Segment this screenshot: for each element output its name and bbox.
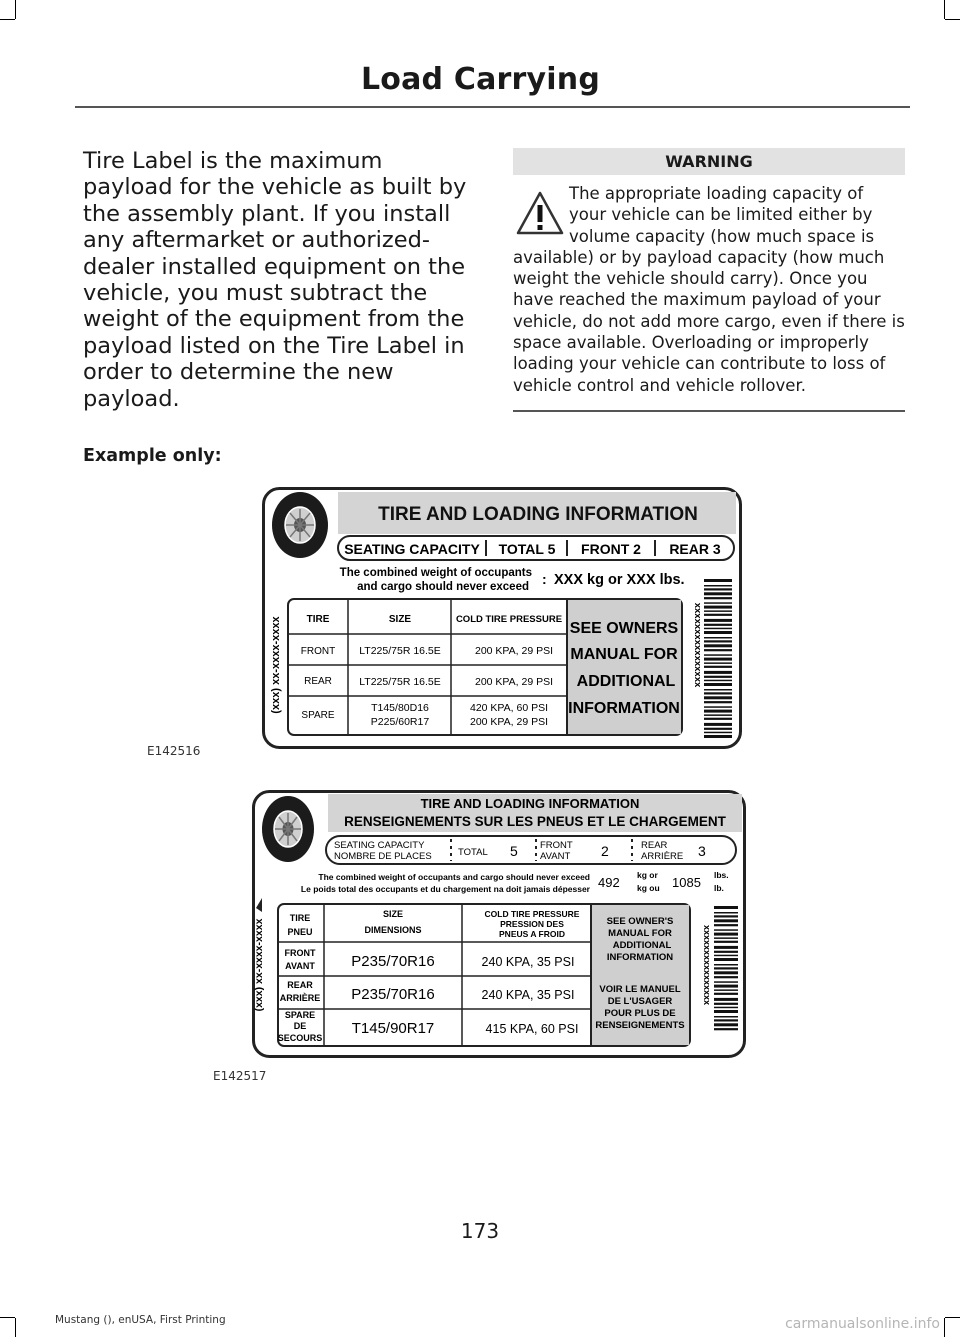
barcode-bar bbox=[714, 946, 738, 949]
label-title-fr: RENSEIGNEMENTS SUR LES PNEUS ET LE CHARGEMENT bbox=[344, 814, 726, 829]
barcode-bar bbox=[704, 696, 732, 699]
label-title-en: TIRE AND LOADING INFORMATION bbox=[420, 796, 640, 811]
crop-mark bbox=[0, 19, 15, 20]
seat-label-fr: NOMBRE DE PLACES bbox=[334, 851, 432, 862]
barcode-bar bbox=[714, 951, 738, 953]
row-rear-tire: REAR bbox=[304, 676, 332, 687]
barcode-bar bbox=[714, 937, 738, 939]
barcode-bar bbox=[714, 976, 738, 978]
barcode-bar bbox=[714, 998, 738, 1001]
barcode-bar bbox=[704, 728, 732, 730]
barcode-bar bbox=[714, 915, 738, 917]
example-label: Example only: bbox=[83, 446, 222, 466]
barcode-bar bbox=[704, 732, 732, 734]
header-size: SIZE bbox=[388, 614, 412, 625]
rear-label-fr: ARRIÈRE bbox=[641, 851, 684, 862]
barcode-bar bbox=[704, 637, 732, 639]
row-front-size: LT225/75R 16.5E bbox=[359, 645, 441, 657]
barcode-bar bbox=[714, 1007, 738, 1009]
barcode-bar bbox=[714, 933, 738, 936]
label-title: TIRE AND LOADING INFORMATION bbox=[378, 504, 698, 525]
barcode-bar bbox=[704, 658, 732, 661]
front-value: 2 bbox=[601, 843, 609, 859]
warning-box bbox=[513, 148, 905, 412]
row-front-pressure: 200 KPA, 29 PSI bbox=[474, 645, 554, 657]
barcode-bar bbox=[714, 1016, 738, 1018]
header-pressure: COLD TIRE PRESSURE bbox=[455, 614, 563, 625]
kg-label-fr: kg ou bbox=[637, 883, 660, 893]
barcode-bar bbox=[714, 929, 738, 931]
side-code-left: (xxx) xx-xxxx-xxxx bbox=[253, 918, 265, 1012]
crop-mark bbox=[0, 1317, 15, 1318]
row-spare-tire: SPARE bbox=[301, 710, 335, 721]
figure-id: E142517 bbox=[213, 1069, 267, 1083]
barcode-bar bbox=[714, 955, 738, 957]
header-pressure-en: COLD TIRE PRESSURE bbox=[484, 909, 580, 919]
row-spare-pressure-1: 420 KPA, 60 PSI bbox=[469, 702, 549, 714]
total-value: 5 bbox=[510, 843, 518, 859]
row-front-tire-en: FRONT bbox=[284, 948, 316, 958]
row-spare-pressure-2: 200 KPA, 29 PSI bbox=[469, 716, 549, 728]
tire-label-bilingual bbox=[252, 790, 746, 1058]
crop-mark bbox=[945, 1317, 960, 1318]
see-owners-en-3: ADDITIONAL bbox=[612, 940, 672, 951]
barcode-bar bbox=[704, 619, 732, 622]
see-owners-1: SEE OWNERS bbox=[569, 620, 679, 637]
barcode-bar bbox=[714, 912, 738, 914]
side-code-left: (xxx) xx-xxxx-xxxx bbox=[270, 616, 282, 714]
warning-body bbox=[513, 183, 905, 396]
see-owners-en-4: INFORMATION bbox=[606, 952, 674, 963]
footer-text: Mustang (), enUSA, First Printing bbox=[55, 1314, 226, 1326]
row-rear-tire-fr: ARRIÈRE bbox=[279, 993, 321, 1003]
barcode-bar bbox=[704, 592, 732, 595]
crop-mark bbox=[15, 0, 16, 19]
header-tire-fr: PNEU bbox=[287, 927, 313, 937]
barcode-bar bbox=[714, 1010, 738, 1013]
row-rear-tire-en: REAR bbox=[287, 980, 313, 990]
barcode-bar bbox=[714, 1028, 738, 1030]
barcode-bar bbox=[704, 628, 732, 630]
front-label-fr: AVANT bbox=[540, 851, 571, 862]
row-spare-size: T145/90R17 bbox=[351, 1020, 435, 1037]
page-number: 173 bbox=[460, 1219, 500, 1243]
row-spare-size-2: P225/60R17 bbox=[370, 716, 430, 728]
combined-weight-en: The combined weight of occupants and cargo should never exceed bbox=[318, 872, 590, 882]
barcode-bar bbox=[714, 919, 738, 922]
header-tire: TIRE bbox=[306, 614, 330, 625]
see-owners-fr-2: DE L'USAGER bbox=[607, 996, 673, 1007]
seating-rear: REAR 3 bbox=[669, 541, 721, 557]
rear-value: 3 bbox=[698, 843, 706, 859]
row-spare-tire-fr-2: SECOURS bbox=[277, 1033, 323, 1043]
barcode-bar bbox=[704, 701, 732, 703]
see-owners-4: INFORMATION bbox=[568, 700, 680, 717]
figure-id: E142516 bbox=[147, 744, 201, 758]
barcode-bar bbox=[714, 967, 738, 969]
row-spare-tire-en: SPARE bbox=[284, 1010, 316, 1020]
intro-paragraph: Tire Label is the maximum payload for the vehicle as built by the assembly plant. If you install any aftermarket or authorized-dealer installed equipment on the vehicle, you must subtract the weight of the equipment from the payload listed on the Tire Label in order to determine the new payload. bbox=[83, 148, 467, 412]
rear-label-en: REAR bbox=[641, 840, 668, 851]
lb-value: 1085 bbox=[672, 875, 701, 890]
barcode-bar bbox=[704, 640, 732, 642]
warning-rule bbox=[513, 410, 905, 412]
side-code-right: xxxxxxxxxxxxxxxx bbox=[692, 602, 703, 688]
row-rear-pressure: 240 KPA, 35 PSI bbox=[481, 988, 575, 1002]
row-spare-pressure: 415 KPA, 60 PSI bbox=[485, 1022, 579, 1036]
barcode-bar bbox=[704, 606, 732, 609]
barcode-bar bbox=[704, 683, 732, 686]
barcode-bar bbox=[704, 585, 732, 587]
barcode-bar bbox=[704, 602, 732, 604]
combined-weight-line2: and cargo should never exceed bbox=[357, 581, 529, 593]
row-spare-size-1: T145/80D16 bbox=[371, 702, 429, 714]
row-front-tire: FRONT bbox=[300, 646, 336, 657]
see-owners-en-1: SEE OWNER'S bbox=[606, 916, 674, 927]
header-pressure-fr-2: PNEUS A FROID bbox=[499, 929, 565, 939]
barcode-bar bbox=[714, 964, 738, 966]
barcode-bar bbox=[704, 666, 732, 668]
warning-triangle-icon bbox=[513, 183, 567, 243]
row-front-pressure: 240 KPA, 35 PSI bbox=[481, 955, 575, 969]
seating-total: TOTAL 5 bbox=[498, 541, 556, 557]
lb-label-fr: lb. bbox=[714, 883, 724, 893]
side-code-right: xxxxxxxxxxxxxxxx bbox=[702, 924, 712, 1006]
kg-value: 492 bbox=[598, 875, 620, 890]
barcode-bar bbox=[704, 610, 732, 612]
barcode-bar bbox=[704, 654, 732, 656]
barcode-bar bbox=[714, 924, 738, 926]
barcode-bar bbox=[704, 718, 732, 720]
colon: : bbox=[542, 571, 547, 587]
barcode-bar bbox=[704, 649, 732, 651]
tire-label-english bbox=[262, 487, 742, 749]
combined-weight-line1: The combined weight of occupants bbox=[339, 567, 532, 579]
tire-icon bbox=[272, 492, 328, 558]
seat-label-en: SEATING CAPACITY bbox=[334, 840, 425, 851]
barcode-bar bbox=[704, 676, 732, 678]
barcode-bar bbox=[704, 706, 732, 708]
barcode-bar bbox=[704, 631, 732, 634]
crop-mark bbox=[945, 19, 960, 20]
header-tire-en: TIRE bbox=[289, 913, 311, 923]
barcode-bar bbox=[714, 958, 738, 961]
row-front-size: P235/70R16 bbox=[351, 953, 435, 970]
seating-front: FRONT 2 bbox=[581, 541, 641, 557]
row-spare-tire-fr-1: DE bbox=[293, 1021, 307, 1031]
barcode-bar bbox=[704, 689, 732, 691]
barcode-bar bbox=[704, 588, 732, 590]
barcode-bar bbox=[704, 644, 732, 647]
see-owners-fr-4: RENSEIGNEMENTS bbox=[595, 1020, 685, 1031]
barcode-bar bbox=[704, 735, 732, 738]
barcode-bar bbox=[714, 1003, 738, 1005]
kg-label-en: kg or bbox=[637, 870, 658, 880]
warning-text: The appropriate loading capacity of your vehicle can be limited either by volume capacity (how much space is available) or by payload capacity (how much weight the vehicle should carry). Once you have reached the maximum payload of your vehicle, do not add more cargo, even if there is space available. Overloading or improperly loading your vehicle can contribute to loss of vehicle control and vehicle rollover. bbox=[513, 184, 905, 395]
barcode-bar bbox=[704, 597, 732, 599]
barcode-bar bbox=[714, 1019, 738, 1021]
barcode-bar bbox=[704, 710, 732, 713]
barcode-bar bbox=[714, 1023, 738, 1026]
barcode-bar bbox=[704, 714, 732, 716]
seating-capacity: SEATING CAPACITY bbox=[344, 541, 480, 557]
watermark: carmanualsonline.info bbox=[785, 1316, 940, 1332]
header-size-en: SIZE bbox=[382, 909, 404, 919]
crop-mark bbox=[15, 1318, 16, 1337]
barcode-bar bbox=[714, 981, 738, 983]
lb-label-en: lbs. bbox=[714, 870, 729, 880]
barcode bbox=[714, 906, 738, 1030]
crop-mark bbox=[944, 1318, 945, 1337]
see-owners-3: ADDITIONAL bbox=[576, 673, 676, 690]
barcode-bar bbox=[704, 680, 732, 682]
barcode-bar bbox=[714, 985, 738, 988]
row-front-tire-fr: AVANT bbox=[285, 961, 315, 971]
row-rear-size: P235/70R16 bbox=[351, 986, 435, 1003]
barcode-bar bbox=[704, 692, 732, 694]
see-owners-fr-1: VOIR LE MANUEL bbox=[599, 984, 681, 995]
see-owners-en-2: MANUAL FOR bbox=[608, 928, 672, 939]
barcode-bar bbox=[704, 662, 732, 664]
header-pressure-fr-1: PRESSION DES bbox=[500, 919, 564, 929]
barcode-bar bbox=[714, 906, 738, 909]
front-label-en: FRONT bbox=[540, 840, 573, 851]
page-title: Load Carrying bbox=[360, 62, 600, 97]
max-weight: XXX kg or XXX lbs. bbox=[554, 572, 685, 588]
row-rear-size: LT225/75R 16.5E bbox=[359, 676, 441, 688]
barcode-bar bbox=[704, 723, 732, 726]
barcode-bar bbox=[714, 989, 738, 991]
warning-heading: WARNING bbox=[513, 148, 905, 175]
barcode-bar bbox=[704, 579, 732, 582]
barcode-bar bbox=[714, 993, 738, 995]
row-rear-pressure: 200 KPA, 29 PSI bbox=[474, 676, 554, 688]
header-size-fr: DIMENSIONS bbox=[364, 925, 422, 935]
title-rule bbox=[75, 106, 910, 108]
see-owners-fr-3: POUR PLUS DE bbox=[604, 1008, 676, 1019]
tire-icon bbox=[262, 796, 314, 862]
barcode-bar bbox=[704, 614, 732, 616]
see-owners-2: MANUAL FOR bbox=[570, 646, 678, 663]
barcode-bar bbox=[704, 624, 732, 626]
crop-mark bbox=[944, 0, 945, 19]
combined-weight-fr: Le poids total des occupants et du chargement na doit jamais dépesser bbox=[300, 884, 590, 894]
barcode-bar bbox=[714, 971, 738, 974]
total-label: TOTAL bbox=[458, 847, 488, 858]
barcode-bar bbox=[714, 941, 738, 943]
barcode-bar bbox=[704, 671, 732, 674]
